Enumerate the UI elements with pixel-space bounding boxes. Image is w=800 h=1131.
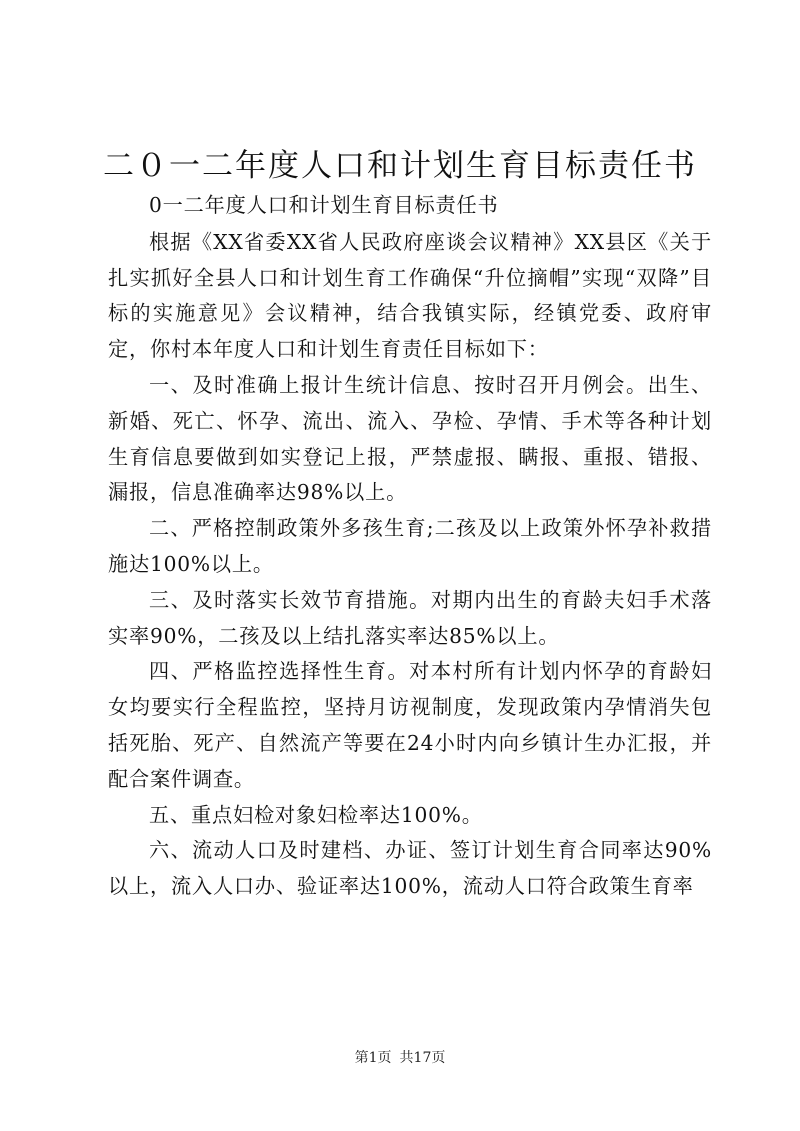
paragraph-item-5: 五、重点妇检对象妇检率达100%。 bbox=[149, 802, 483, 827]
paragraph-item-4: 四、严格监控选择性生育。对本村所有计划内怀孕的育龄妇女均要实行全程监控，坚持月访视制度，发现政策内孕情消失包括死胎、死产、自然流产等要在24小时内向乡镇计生办汇报，并配合案件调查。 bbox=[108, 659, 712, 791]
page-footer bbox=[0, 1047, 800, 1067]
paragraph-item-3: 三、及时落实长效节育措施。对期内出生的育龄夫妇手术落实率90%，二孩及以上结扎落实率达85%以上。 bbox=[108, 587, 712, 648]
document-subtitle: 0一二年度人口和计划生育目标责任书 bbox=[149, 193, 499, 217]
page-title: 二０一二年度人口和计划生育目标责任书 bbox=[103, 148, 697, 184]
paragraph-item-1: 一、及时准确上报计生统计信息、按时召开月例会。出生、新婚、死亡、怀孕、流出、流入、孕检、孕情、手术等各种计划生育信息要做到如实登记上报，严禁虚报、瞒报、重报、错报、漏报，信息准确率达98%以上。 bbox=[108, 372, 712, 505]
paragraph-item-6: 六、流动人口及时建档、办证、签订计划生育合同率达90%以上，流入人口办、验证率达100%，流动人口符合政策生育率 bbox=[108, 838, 712, 899]
document-body bbox=[108, 188, 712, 905]
page-total: 共17页 bbox=[399, 1050, 446, 1066]
paragraph-intro: 根据《XX省委XX省人民政府座谈会议精神》XX县区《关于扎实抓好全县人口和计划生育工作确保“升位摘帽”实现“双降”目标的实施意见》会议精神，结合我镇实际，经镇党委、政府审定，你村本年度人口和计划生育责任目标如下： bbox=[108, 229, 712, 362]
paragraph-item-2: 二、严格控制政策外多孩生育;二孩及以上政策外怀孕补救措施达100%以上。 bbox=[108, 516, 712, 576]
page-number: 第1页 bbox=[354, 1050, 392, 1066]
